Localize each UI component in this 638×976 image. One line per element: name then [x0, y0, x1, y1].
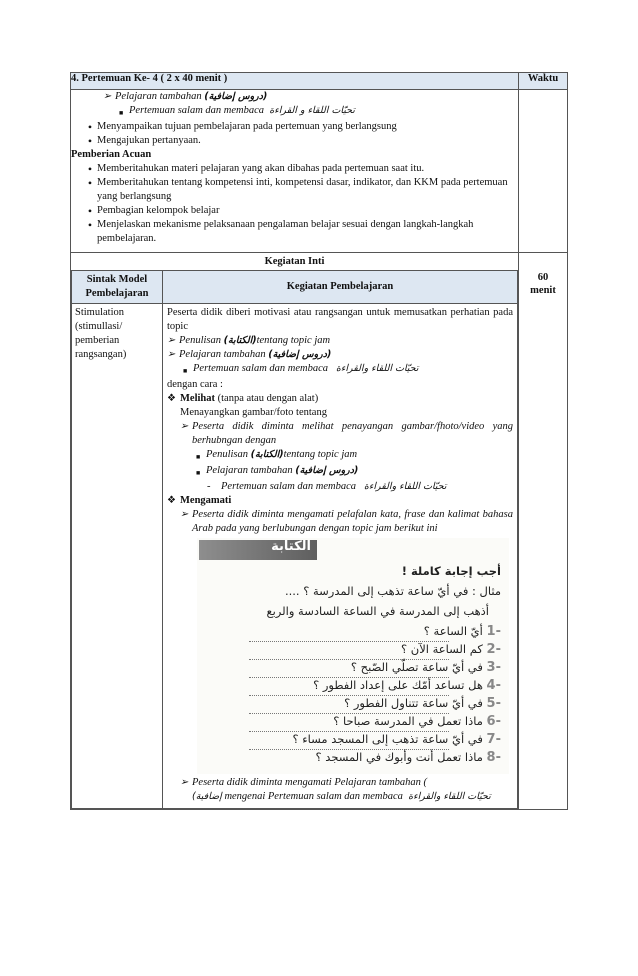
- sub-pelajaran-tambahan-line: [167, 464, 513, 480]
- stimulation-row: [72, 304, 518, 809]
- book-question: [292, 732, 501, 747]
- question-text: ماذا تعمل في المدرسة صباحا ؟: [333, 714, 483, 728]
- bullet-icon: •: [87, 120, 93, 134]
- question-number: -3: [486, 660, 501, 675]
- square-bullet-icon: ■: [196, 469, 201, 477]
- question-text: ماذا تعمل أنت وأبوك في المسجد ؟: [315, 750, 483, 764]
- waktu-header: Waktu: [519, 73, 568, 90]
- mengamati2-text: Peserta didik diminta mengamati Pelajaran tambahan (: [192, 777, 428, 788]
- pendahuluan-waktu-cell: [519, 90, 568, 253]
- inti-inner-table: [71, 270, 518, 809]
- square-bullet-icon: ■: [196, 453, 201, 461]
- dengan-cara-text: dengan cara :: [167, 379, 223, 390]
- inti-waktu-cell: [519, 253, 568, 810]
- lesson-plan-page: [70, 72, 568, 810]
- square-bullet-icon: ■: [119, 109, 124, 117]
- book-question: [351, 660, 501, 675]
- book-question: [344, 696, 501, 711]
- menayangkan-text: Menayangkan gambar/foto tentang: [180, 407, 327, 418]
- arrow-bullet-icon: ➢: [180, 509, 189, 520]
- list-item: [71, 162, 518, 176]
- pertemuan-arabic: تحيّات اللقاء و القراءة: [269, 105, 355, 116]
- list-item: [71, 218, 518, 252]
- arrow-bullet-icon: ➢: [180, 777, 189, 788]
- book-question: [401, 642, 501, 657]
- penulisan-suffix: tentang topic jam: [283, 449, 358, 460]
- book-example: مثال : في أيّ ساعة تذهب إلى المدرسة ؟ ....: [284, 584, 501, 598]
- arrow-bullet-icon: ➢: [167, 349, 176, 360]
- bullet-icon: •: [87, 204, 93, 218]
- arrow-bullet-icon: ➢: [167, 335, 176, 346]
- waktu-value: 60: [537, 272, 549, 283]
- pelajaran-tambahan-line: [167, 348, 513, 362]
- mengamati2-suffix: mengenai Pertemuan salam dan membaca: [224, 791, 403, 802]
- book-instruction: أجب إجابة كاملة !: [401, 564, 501, 578]
- book-question: [424, 624, 501, 639]
- question-text: في أيّ ساعة تذهب إلى المسجد مساء ؟: [292, 732, 483, 746]
- meeting-title: 4. Pertemuan Ke- 4 ( 2 x 40 menit ): [71, 73, 519, 90]
- arrow-bullet-icon: ➢: [103, 91, 112, 102]
- pelajaran-tambahan-line: [71, 90, 518, 104]
- list-item: [71, 176, 518, 204]
- list-item: [71, 120, 518, 134]
- inti-cell: [71, 253, 519, 810]
- sub-pertemuan-line: [167, 480, 513, 494]
- question-text: أيّ الساعة ؟: [423, 624, 483, 638]
- question-number: -4: [486, 678, 501, 693]
- question-text: في أيّ ساعة تصلّي الصّبح ؟: [350, 660, 483, 674]
- inner-header-row: [72, 271, 518, 304]
- book-question: [333, 714, 501, 729]
- pendahuluan-cell: [71, 90, 519, 253]
- pertemuan-label: Pertemuan salam dan membaca: [129, 105, 265, 116]
- pelajaran-tambahan-arabic: (دروس إضافية): [204, 91, 268, 102]
- melihat-line: [167, 392, 513, 406]
- book-header-title: الكتابة: [271, 539, 311, 554]
- arrow-bullet-icon: ➢: [180, 421, 189, 432]
- square-bullet-icon: ■: [183, 367, 188, 375]
- question-number: -2: [486, 642, 501, 657]
- bullet-icon: •: [87, 218, 93, 232]
- kegiatan-value-cell: [163, 304, 518, 809]
- bullet-text: Memberitahukan materi pelajaran yang akan dibahas pada pertemuan saat itu.: [97, 163, 425, 174]
- mengamati-label: Mengamati: [180, 495, 232, 506]
- book-example-answer: أذهب إلى المدرسة في الساعة السادسة والربع: [266, 604, 489, 618]
- book-header-banner: [199, 540, 317, 560]
- bullet-text: Memberitahukan tentang kompetensi inti, kompetensi dasar, indikator, dan KKM pada pertemuan yang berlangsung: [97, 177, 508, 202]
- pertemuan-arabic: تحيّات اللقاء والقراءة: [335, 363, 419, 374]
- penulisan-suffix: tentang topic jam: [256, 335, 331, 346]
- bullet-text: Menjelaskan mekanisme pelaksanaan pengalaman belajar sesuai dengan langkah-langkah pembelajaran.: [97, 219, 474, 244]
- pertemuan-line: [71, 104, 518, 120]
- question-number: -5: [486, 696, 501, 711]
- diamond-bullet-icon: ❖: [167, 393, 176, 404]
- pertemuan-line: [167, 362, 513, 378]
- pertemuan-label: Pertemuan salam dan membaca: [193, 363, 329, 374]
- question-number: -1: [486, 624, 501, 639]
- col-kegiatan: Kegiatan Pembelajaran: [163, 271, 518, 304]
- bullet-icon: •: [87, 134, 93, 148]
- mengamati-line: [167, 494, 513, 508]
- melihat-label: Melihat: [180, 393, 215, 404]
- kegiatan-inti-title: Kegiatan Inti: [264, 256, 325, 267]
- bullet-icon: •: [87, 162, 93, 176]
- bullet-text: Menyampaikan tujuan pembelajaran pada pertemuan yang berlangsung: [97, 121, 397, 132]
- table-header-row: [71, 73, 568, 90]
- mengamati-text-line: [167, 508, 513, 536]
- list-item: [71, 204, 518, 218]
- mengamati2-arabic-2: تحيّات اللقاء والقراءة: [408, 791, 491, 802]
- sub-penulisan-line: [167, 448, 513, 464]
- penulisan-line: [167, 334, 513, 348]
- pendahuluan-row: [71, 90, 568, 253]
- col-sintak: Sintak Model Pembelajaran: [72, 271, 163, 304]
- pelajaran-tambahan-label: Pelajaran tambahan: [206, 465, 293, 476]
- diamond-bullet-icon: ❖: [167, 495, 176, 506]
- penulisan-label: Penulisan: [179, 335, 221, 346]
- mengamati-text: Peserta didik diminta mengamati pelafalan kata, frase dan kalimat bahasa Arab pada yang berlubungan dengan topic jam berikut ini: [192, 509, 513, 534]
- question-number: -6: [486, 714, 501, 729]
- pelajaran-tambahan-arabic: (دروس إضافية): [268, 349, 332, 360]
- bullet-icon: •: [87, 176, 93, 190]
- bullet-text: Pembagian kelompok belajar: [97, 205, 220, 216]
- book-question: [313, 678, 501, 693]
- lesson-table: [70, 72, 568, 810]
- dash-bullet-icon: -: [207, 481, 211, 492]
- pertemuan-label: Pertemuan salam dan membaca: [221, 481, 357, 492]
- acuan-heading: Pemberian Acuan: [71, 149, 152, 160]
- diminta-melihat-line: [167, 420, 513, 448]
- question-number: -7: [486, 732, 501, 747]
- melihat-suffix: (tanpa atau dengan alat): [217, 393, 319, 404]
- intro-text: Peserta didik diberi motivasi atau rangsangan untuk memusatkan perhatian pada topic: [167, 307, 513, 332]
- mengamati2-line: [167, 776, 513, 804]
- pelajaran-tambahan-arabic: (دروس إضافية): [295, 465, 359, 476]
- penulisan-arabic: (الكتابة): [250, 449, 284, 460]
- textbook-image: [197, 538, 509, 774]
- penulisan-arabic: (الكتابة): [223, 335, 257, 346]
- question-text: في أيّ ساعة تتناول الفطور ؟: [344, 696, 483, 710]
- pelajaran-tambahan-label: Pelajaran tambahan: [179, 349, 266, 360]
- question-text: هل تساعد أمّك على إعداد الفطور ؟: [313, 678, 483, 692]
- pelajaran-tambahan-label: Pelajaran tambahan: [115, 91, 202, 102]
- book-question: [316, 750, 501, 765]
- inti-row: [71, 253, 568, 810]
- bullet-text: Mengajukan pertanyaan.: [97, 135, 201, 146]
- pertemuan-arabic: تحيّات اللقاء والقراءة: [363, 481, 447, 492]
- mengamati2-arabic: إضافية): [192, 791, 222, 802]
- sintak-value: Stimulation (stimullasi/ pemberian rangsangan): [72, 304, 163, 809]
- list-item: [71, 134, 518, 148]
- question-text: كم الساعة الآن ؟: [401, 642, 483, 656]
- waktu-unit: menit: [530, 285, 556, 296]
- diminta-melihat-text: Peserta didik diminta melihat penayangan gambar/fhoto/video yang berhubngan dengan: [192, 421, 513, 446]
- penulisan-label: Penulisan: [206, 449, 248, 460]
- question-number: -8: [486, 750, 501, 765]
